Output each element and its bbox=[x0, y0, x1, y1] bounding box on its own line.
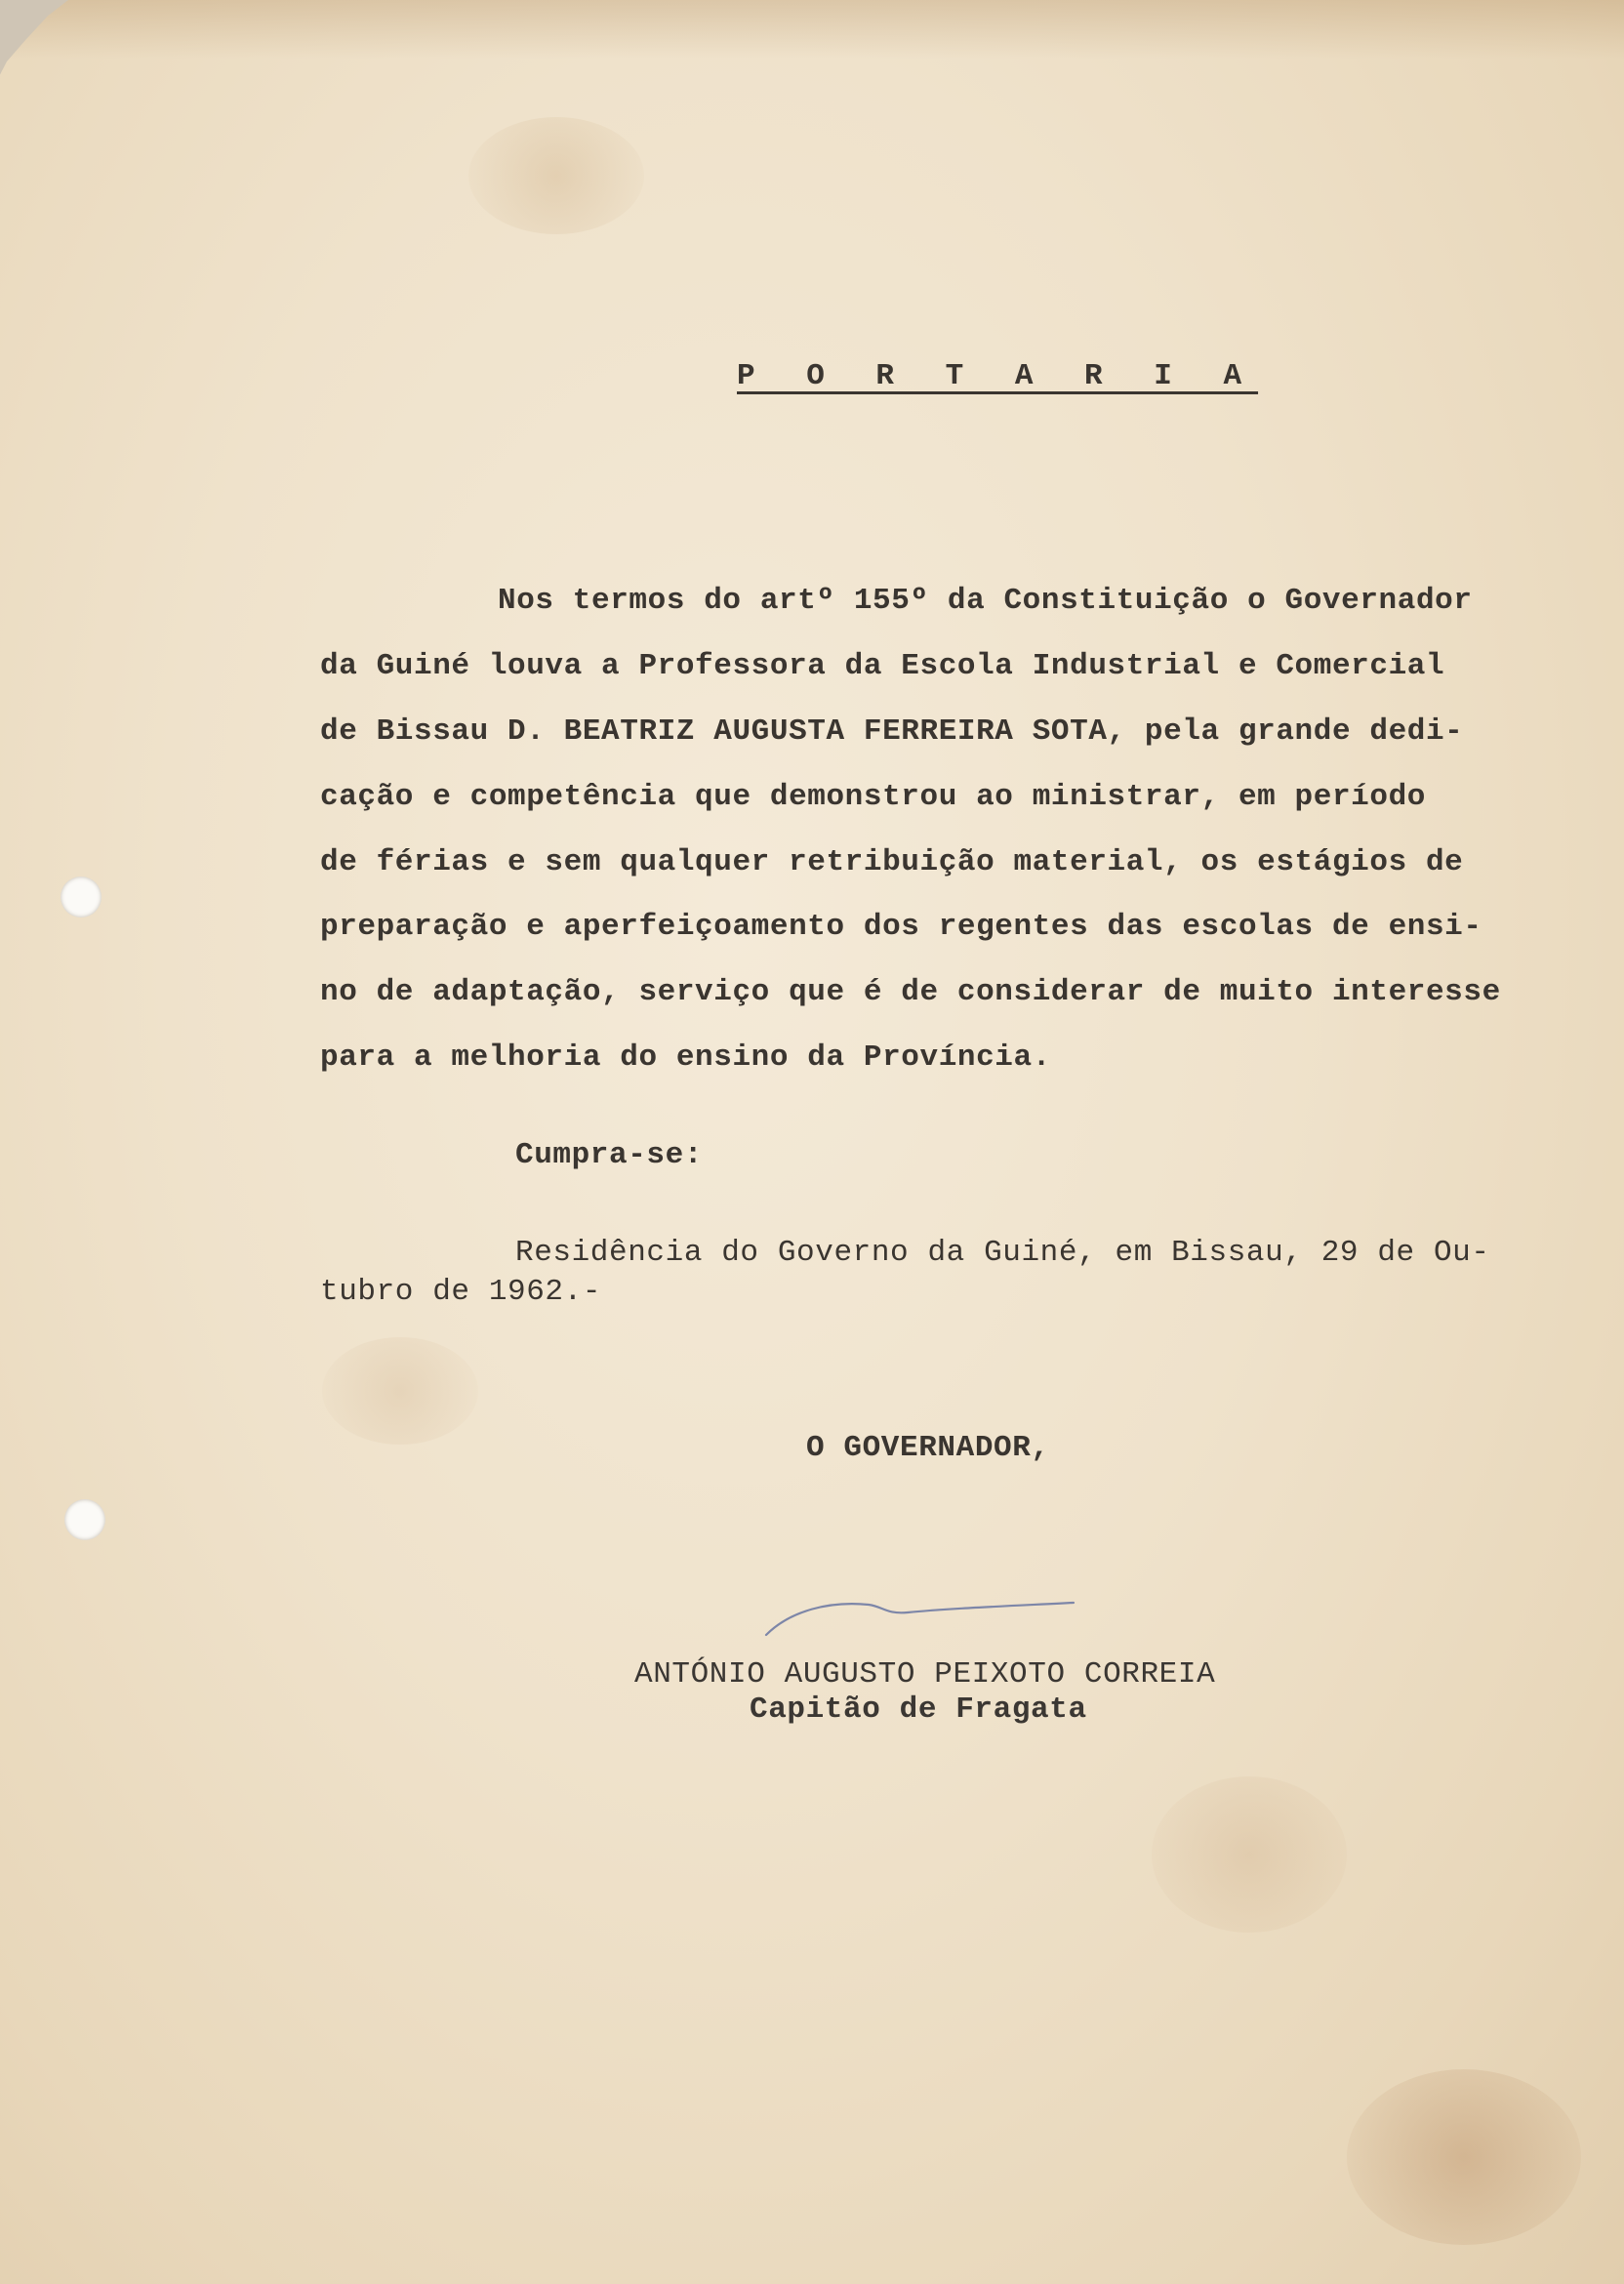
paper-stain bbox=[1347, 2069, 1581, 2245]
torn-corner bbox=[0, 0, 68, 88]
body-line: da Guiné louva a Professora da Escola Industrial e Comercial bbox=[320, 649, 1445, 683]
body-line: preparação e aperfeiçoamento dos regentes das escolas de ensi- bbox=[320, 910, 1482, 944]
order-line: Cumpra-se: bbox=[515, 1138, 704, 1172]
paper-stain bbox=[1152, 1776, 1347, 1933]
signatory-name: ANTÓNIO AUGUSTO PEIXOTO CORREIA bbox=[634, 1657, 1216, 1692]
place-date-line: tubro de 1962.- bbox=[320, 1275, 602, 1309]
signatory-rank: Capitão de Fragata bbox=[750, 1693, 1087, 1727]
body-line: no de adaptação, serviço que é de considerar de muito interesse bbox=[320, 975, 1501, 1009]
punch-hole-top bbox=[61, 877, 102, 918]
place-date-line: Residência do Governo da Guiné, em Bissau, 29 de Ou- bbox=[515, 1236, 1490, 1270]
paper-stain bbox=[468, 117, 644, 234]
paper-stain bbox=[0, 0, 1624, 59]
body-line: cação e competência que demonstrou ao ministrar, em período bbox=[320, 780, 1426, 814]
body-line: de Bissau D. BEATRIZ AUGUSTA FERREIRA SOTA, pela grande dedi- bbox=[320, 714, 1464, 749]
closing-line: O GOVERNADOR, bbox=[806, 1431, 1050, 1465]
body-line: para a melhoria do ensino da Província. bbox=[320, 1040, 1051, 1075]
handwritten-signature bbox=[761, 1581, 1083, 1650]
document-title: P O R T A R I A bbox=[737, 359, 1259, 393]
paper-stain bbox=[322, 1337, 478, 1445]
punch-hole-bottom bbox=[64, 1499, 105, 1540]
body-line: Nos termos do artº 155º da Constituição o Governador bbox=[498, 584, 1473, 618]
body-line: de férias e sem qualquer retribuição material, os estágios de bbox=[320, 845, 1464, 879]
